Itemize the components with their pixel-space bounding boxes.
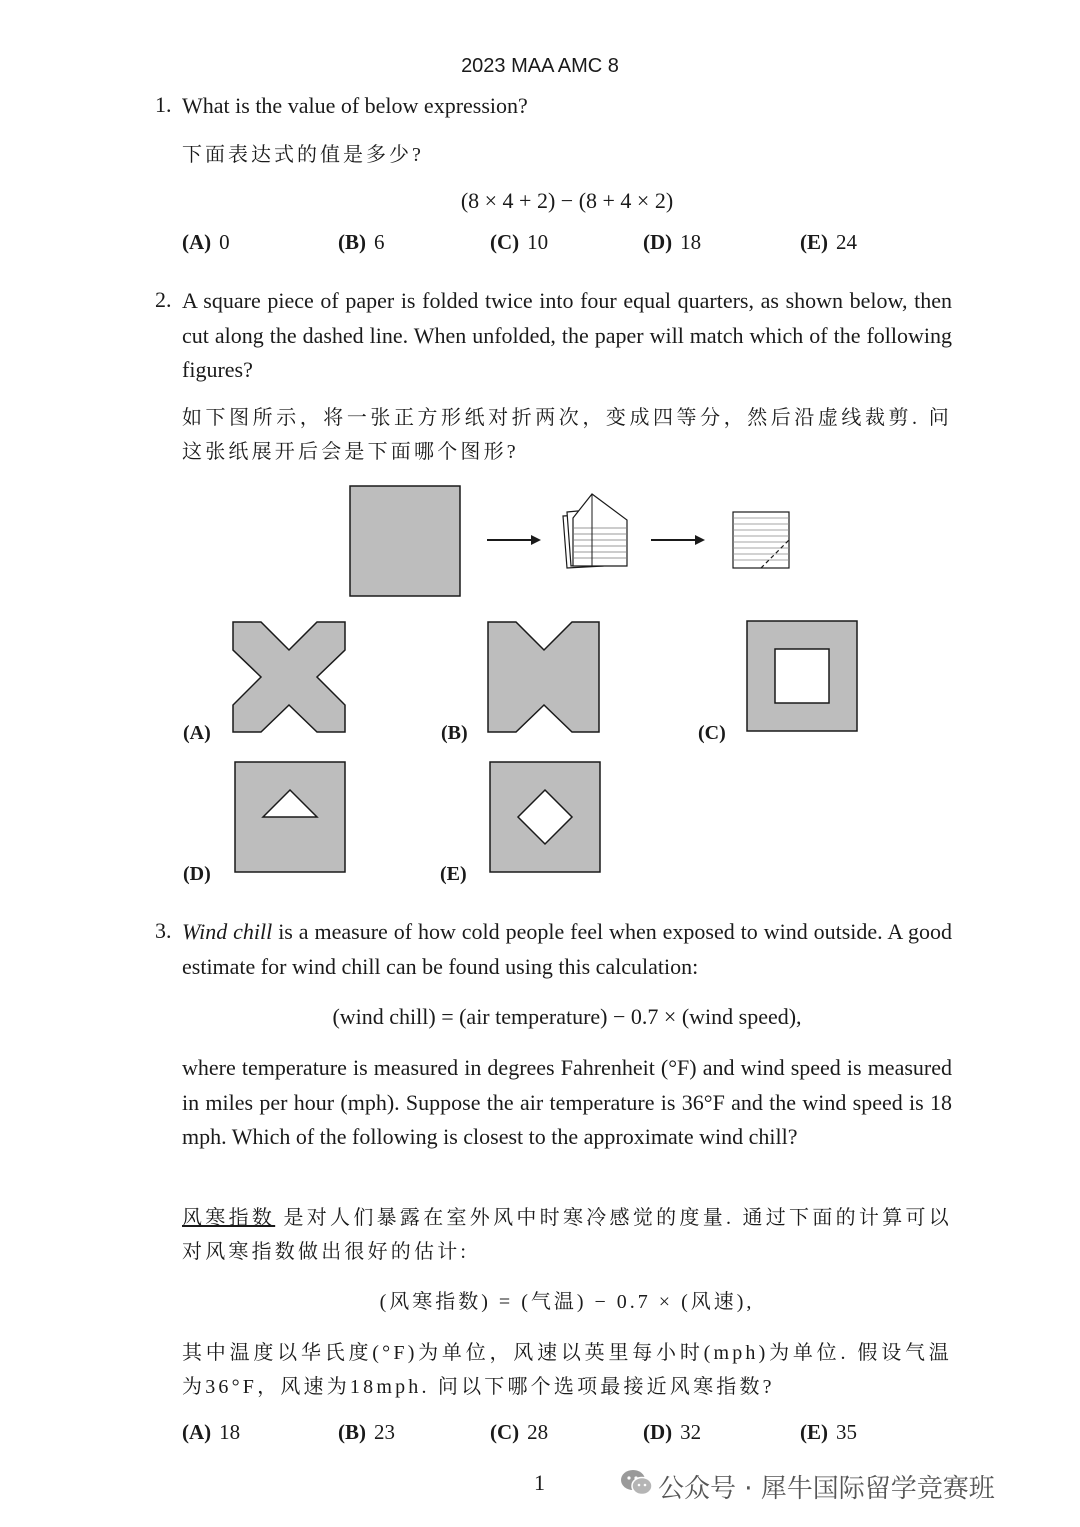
q3-option-a[interactable] xyxy=(182,1420,240,1445)
option-label: (B) xyxy=(338,230,366,254)
question-1-number: 1. xyxy=(155,92,172,117)
question-3-text-zh xyxy=(182,1201,952,1269)
question-3-text-zh-2: 其中温度以华氏度(°F)为单位，风速以英里每小时(mph)为单位. 假设气温为36°F，风速为18mph. 问以下哪个选项最接近风寒指数? xyxy=(182,1342,952,1398)
option-value: 32 xyxy=(680,1420,702,1444)
quartered-paper-icon xyxy=(733,512,789,568)
option-label: (D) xyxy=(643,1420,673,1444)
q3-option-e[interactable] xyxy=(800,1420,857,1445)
figure-d-triangle-hole[interactable] xyxy=(235,762,345,872)
wechat-icon xyxy=(620,1468,654,1503)
option-value: 18 xyxy=(219,1420,241,1444)
formula-en: (wind chill) = (air temperature) − 0.7 × (wind speed), xyxy=(332,1004,802,1029)
term-zh: 风寒指数 xyxy=(182,1207,276,1229)
q3-option-d[interactable] xyxy=(643,1420,701,1445)
option-label: (E) xyxy=(800,1420,828,1444)
figure-label-b: (B) xyxy=(441,722,468,744)
figure-e-diamond-hole[interactable] xyxy=(490,762,600,872)
option-label: (A) xyxy=(182,1420,212,1444)
page-title: 2023 MAA AMC 8 xyxy=(461,55,619,77)
option-value: 10 xyxy=(527,230,549,254)
question-1-text-en: What is the value of below expression? xyxy=(182,93,528,118)
question-2-text-zh: 如下图所示，将一张正方形纸对折两次，变成四等分，然后沿虚线裁剪. 问这张纸展开后会是下面哪个图形? xyxy=(182,407,952,463)
figure-label-d: (D) xyxy=(183,863,211,885)
watermark: 公众号 · 犀牛国际留学竞赛班 xyxy=(658,1474,995,1504)
question-2-text-en: A square piece of paper is folded twice into four equal quarters, as shown below, then cut along the dashed line. When unfolded, the paper will match which of the following figures? xyxy=(182,288,952,382)
question-2-number: 2. xyxy=(155,287,172,312)
figure-c-square-hole[interactable] xyxy=(747,621,857,731)
figure-label-c: (C) xyxy=(698,722,726,744)
figure-b-bowtie-shape[interactable] xyxy=(488,622,599,732)
question-3-intro-zh: 是对人们暴露在室外风中时寒冷感觉的度量. 通过下面的计算可以对风寒指数做出很好的估计: xyxy=(182,1207,952,1263)
unfolded-square xyxy=(350,486,460,596)
option-value: 35 xyxy=(836,1420,857,1444)
option-value: 24 xyxy=(836,230,857,254)
arrow-icon xyxy=(651,535,705,545)
option-label: (A) xyxy=(182,230,212,254)
option-label: (C) xyxy=(490,1420,520,1444)
formula-zh: (风寒指数) = (气温) − 0.7 × (风速), xyxy=(379,1291,755,1313)
figure-label-a: (A) xyxy=(183,722,211,744)
option-value: 0 xyxy=(219,230,230,254)
option-value: 18 xyxy=(680,230,702,254)
question-3-intro: is a measure of how cold people feel when exposed to wind outside. A good estimate for wind chill can be found using this calculation: xyxy=(182,919,952,979)
figure-label-e: (E) xyxy=(440,863,467,885)
question-3-text-en xyxy=(182,915,952,984)
option-value: 23 xyxy=(374,1420,395,1444)
q3-option-b[interactable] xyxy=(338,1420,395,1445)
option-value: 28 xyxy=(527,1420,549,1444)
arrow-icon xyxy=(487,535,541,545)
page-number: 1 xyxy=(534,1470,545,1495)
option-label: (D) xyxy=(643,230,673,254)
question-1-text-zh: 下面表达式的值是多少? xyxy=(182,144,424,166)
term-wind-chill: Wind chill xyxy=(182,919,273,944)
question-3-number: 3. xyxy=(155,918,172,943)
folded-paper-icon xyxy=(563,494,627,568)
option-label: (C) xyxy=(490,230,520,254)
q3-option-c[interactable] xyxy=(490,1420,548,1445)
figure-a-x-shape[interactable] xyxy=(233,622,345,732)
option-value: 6 xyxy=(374,230,385,254)
question-1-expression: (8 × 4 + 2) − (8 + 4 × 2) xyxy=(460,188,674,213)
option-label: (B) xyxy=(338,1420,366,1444)
question-3-text-en-2: where temperature is measured in degrees Fahrenheit (°F) and wind speed is measured in miles per hour (mph). Suppose the air temperature is 36°F and the wind speed is 18 mph. Which of the following is closest to the approximate wind chill? xyxy=(182,1055,952,1149)
option-label: (E) xyxy=(800,230,828,254)
